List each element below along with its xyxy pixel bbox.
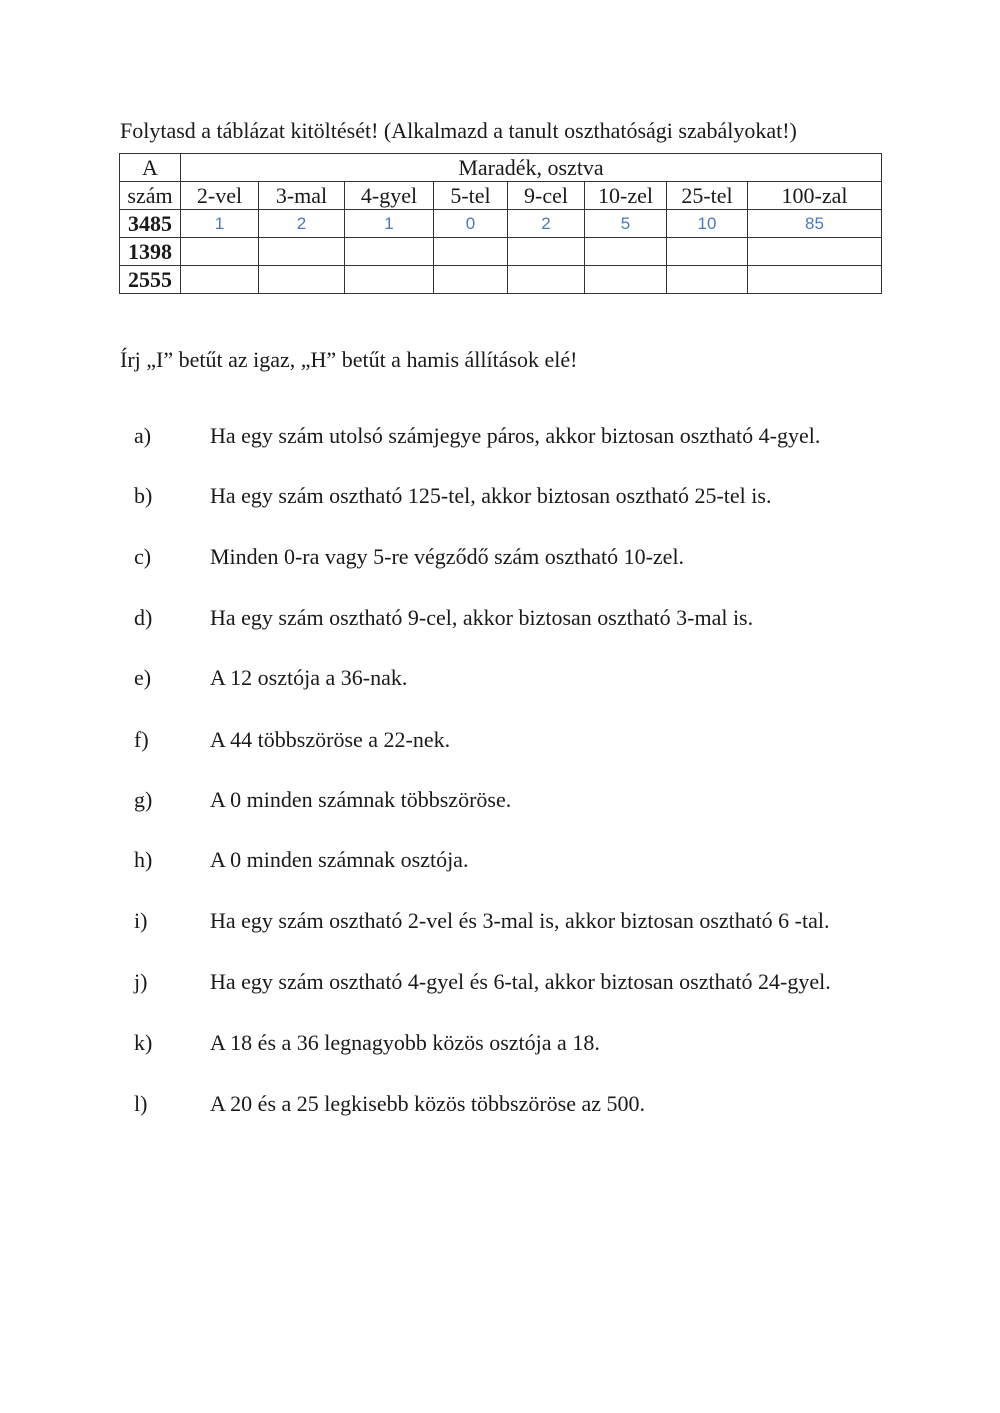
answer-cell[interactable]: 2: [508, 210, 585, 238]
column-header: 3-mal: [259, 182, 345, 210]
answer-cell[interactable]: [181, 266, 259, 294]
statement-label: b): [134, 483, 153, 508]
group-header: Maradék, osztva: [181, 154, 882, 182]
statement-label: e): [134, 665, 152, 690]
answer-cell[interactable]: [585, 266, 667, 294]
statement-label: f): [134, 727, 149, 752]
statement-label: i): [134, 908, 148, 933]
statement-text: Ha egy szám osztható 9-cel, akkor biztosan osztható 3-mal is.: [210, 605, 754, 630]
statement-text: Ha egy szám utolsó számjegye páros, akkor biztosan osztható 4-gyel.: [210, 423, 821, 448]
statement-label: d): [134, 605, 153, 630]
answer-cell[interactable]: [748, 266, 882, 294]
answer-cell[interactable]: 10: [667, 210, 748, 238]
answer-cell[interactable]: [667, 266, 748, 294]
table-header-row-2: [120, 182, 882, 210]
answer-cell[interactable]: [259, 238, 345, 266]
answer-cell[interactable]: [585, 238, 667, 266]
statement-label: g): [134, 787, 153, 812]
answer-cell[interactable]: [345, 266, 434, 294]
answer-cell[interactable]: [259, 266, 345, 294]
statement-label: h): [134, 847, 153, 872]
answer-cell[interactable]: [508, 238, 585, 266]
table-header-row-1: [120, 154, 882, 182]
answer-cell[interactable]: [345, 238, 434, 266]
row-number: 3485: [120, 210, 181, 238]
answer-cell[interactable]: [667, 238, 748, 266]
column-header: 5-tel: [434, 182, 508, 210]
statement-text: A 0 minden számnak többszöröse.: [210, 787, 512, 812]
answer-cell[interactable]: 1: [345, 210, 434, 238]
row-number: 1398: [120, 238, 181, 266]
answer-cell[interactable]: [181, 238, 259, 266]
statement-label: l): [134, 1091, 148, 1116]
answer-cell[interactable]: 5: [585, 210, 667, 238]
statement-text: A 18 és a 36 legnagyobb közös osztója a 18.: [210, 1030, 600, 1055]
answer-cell[interactable]: 85: [748, 210, 882, 238]
table-row: [120, 238, 882, 266]
table-row: [120, 266, 882, 294]
statement-label: j): [134, 969, 148, 994]
statement-label: k): [134, 1030, 153, 1055]
answer-cell[interactable]: [508, 266, 585, 294]
answer-cell[interactable]: 1: [181, 210, 259, 238]
statements-instruction: Írj „I” betűt az igaz, „H” betűt a hamis állítások elé!: [120, 347, 578, 372]
statement-text: Ha egy szám osztható 125-tel, akkor biztosan osztható 25-tel is.: [210, 483, 772, 508]
column-header: 25-tel: [667, 182, 748, 210]
answer-cell[interactable]: [434, 238, 508, 266]
column-header: 10-zel: [585, 182, 667, 210]
table-row: [120, 210, 882, 238]
answer-cell[interactable]: [748, 238, 882, 266]
statement-text: A 20 és a 25 legkisebb közös többszöröse az 500.: [210, 1091, 646, 1116]
statement-label: a): [134, 423, 152, 448]
answer-cell[interactable]: 2: [259, 210, 345, 238]
statement-label: c): [134, 544, 152, 569]
column-header: 4-gyel: [345, 182, 434, 210]
statement-text: Minden 0-ra vagy 5-re végződő szám osztható 10-zel.: [210, 544, 685, 569]
corner-header-bottom: szám: [120, 182, 181, 210]
statement-text: Ha egy szám osztható 4-gyel és 6-tal, akkor biztosan osztható 24-gyel.: [210, 969, 831, 994]
remainder-table: [119, 153, 882, 294]
corner-header-top: A: [120, 154, 181, 182]
row-number: 2555: [120, 266, 181, 294]
table-instruction: Folytasd a táblázat kitöltését! (Alkalmazd a tanult oszthatósági szabályokat!): [120, 118, 797, 143]
column-header: 2-vel: [181, 182, 259, 210]
column-header: 100-zal: [748, 182, 882, 210]
answer-cell[interactable]: [434, 266, 508, 294]
column-header: 9-cel: [508, 182, 585, 210]
answer-cell[interactable]: 0: [434, 210, 508, 238]
statement-text: A 12 osztója a 36-nak.: [210, 665, 408, 690]
statement-text: A 44 többszöröse a 22-nek.: [210, 727, 451, 752]
statement-text: Ha egy szám osztható 2-vel és 3-mal is, akkor biztosan osztható 6 -tal.: [210, 908, 830, 933]
statement-text: A 0 minden számnak osztója.: [210, 847, 469, 872]
